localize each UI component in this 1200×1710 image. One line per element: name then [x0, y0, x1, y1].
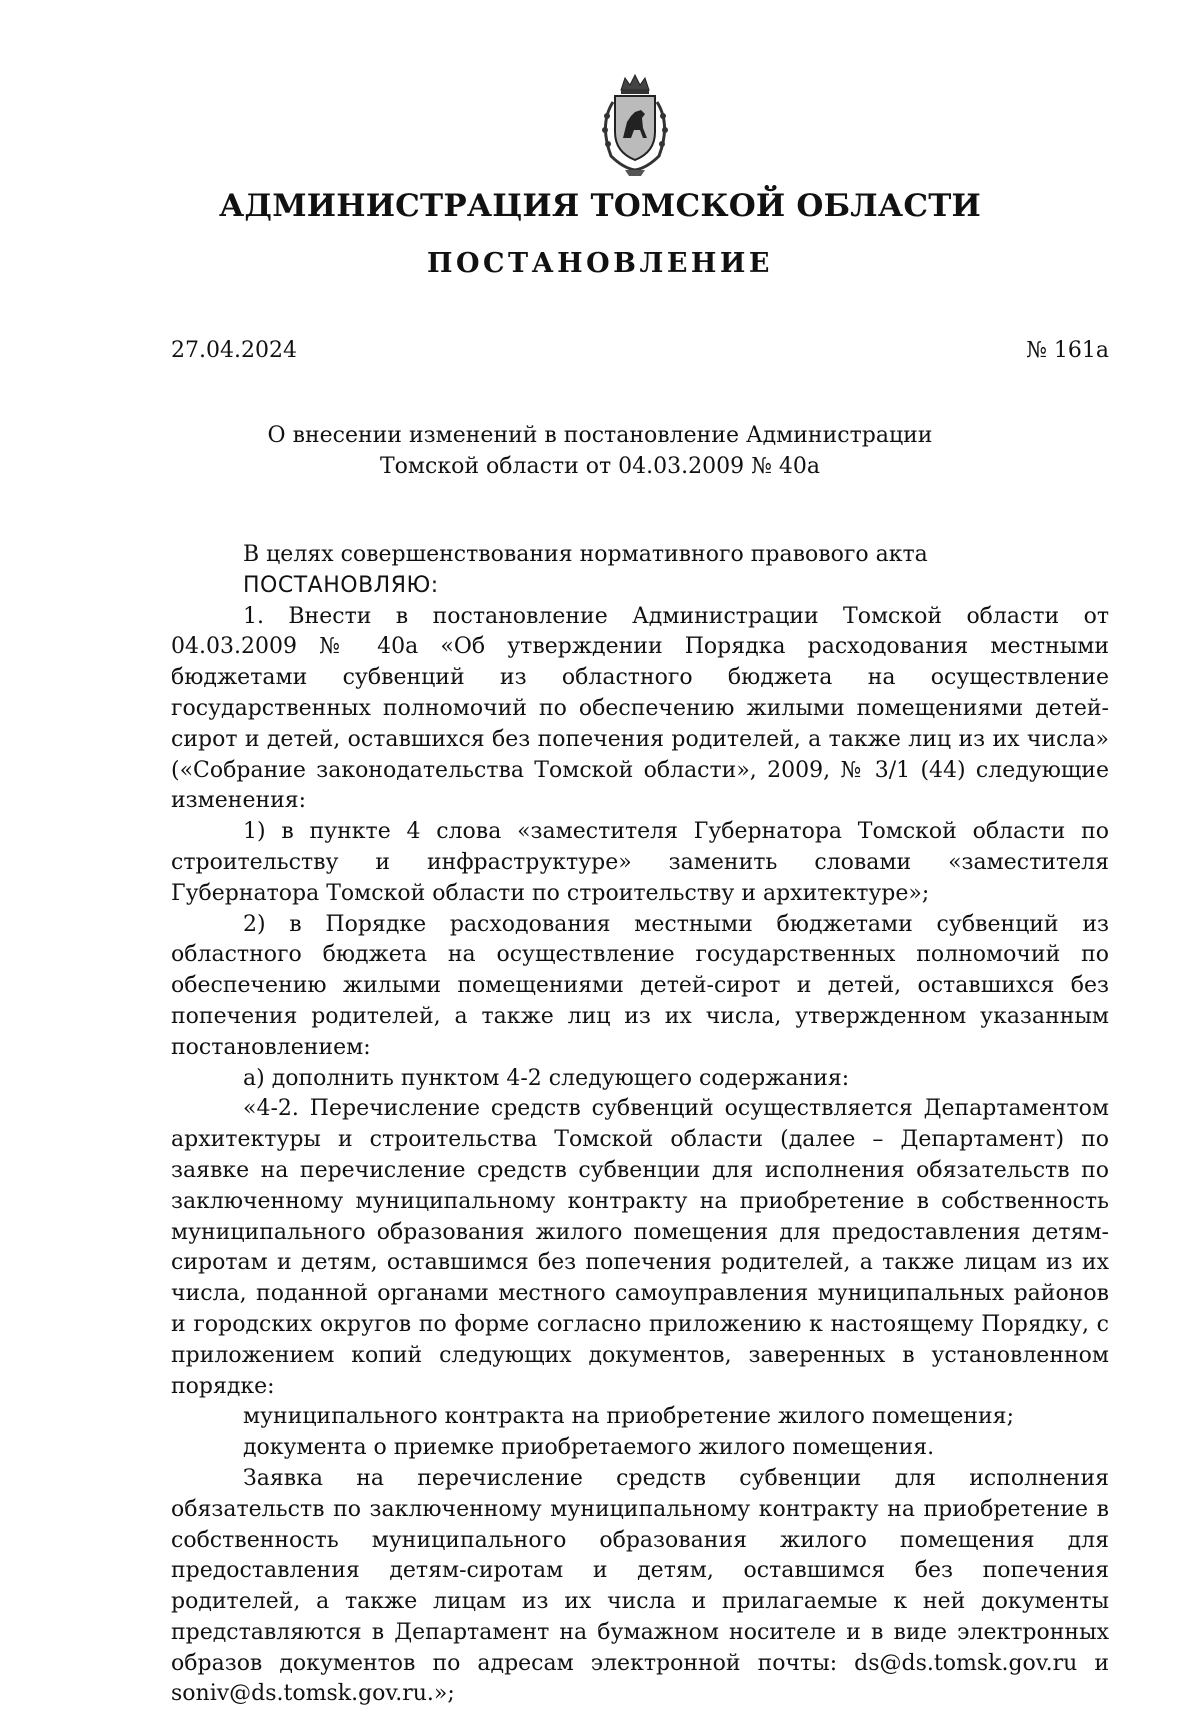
body-paragraph: документа о приемке приобретаемого жилого помещения.	[243, 1435, 935, 1461]
document-date: 27.04.2024	[171, 338, 297, 363]
body-paragraph: 1. Внести в постановление Администрации Томской области от 04.03.2009 № 40а «Об утверждении Порядка расходования местными бюджетами субвенций из областного бюджета на осуществление государственных полномочий по обеспечению жилыми помещениями детей-сирот и детей, оставшихся без попечения родителей, а также лиц из их числа» («Собрание законодательства Томской области», 2009, № 3/1 (44) следующие изменения:	[171, 603, 1109, 814]
preamble: В целях совершенствования нормативного правового акта	[243, 542, 928, 567]
body-paragraph: муниципального контракта на приобретение жилого помещения;	[243, 1404, 1014, 1430]
coat-of-arms-icon	[585, 72, 685, 182]
body-paragraph: «4-2. Перечисление средств субвенций осуществляется Департаментом архитектуры и строительства Томской области (далее – Департамент) по заявке на перечисление средств субвенции для исполнения обязательств по заключенному муниципальному контракту на приобретение в собственность муниципального образования жилого помещения для предоставления детям-сиротам и детям, оставшимся без попечения родителей, а также лицам из их числа, поданной органами местного самоуправления муниципальных районов и городских округов по форме согласно приложению к настоящему Порядку, с приложением копий следующих документов, заверенных в установленном порядке:	[171, 1096, 1109, 1399]
organization-name: АДМИНИСТРАЦИЯ ТОМСКОЙ ОБЛАСТИ	[218, 188, 981, 224]
document-type: ПОСТАНОВЛЕНИЕ	[427, 248, 773, 279]
document-title	[0, 420, 1200, 482]
body-paragraph: 2) в Порядке расходования местными бюджетами субвенций из областного бюджета на осуществление государственных полномочий по обеспечению жилыми помещениями детей-сирот и детей, оставшихся без попечения родителей, а также лиц из их числа, утвержденном указанным постановлением:	[171, 911, 1109, 1060]
resolve-heading: ПОСТАНОВЛЯЮ:	[243, 572, 439, 598]
body-paragraph: Заявка на перечисление средств субвенции для исполнения обязательств по заключенному муниципальному контракту на приобретение в собственность муниципального образования жилого помещения для предоставления детям-сиротам и детям, оставшимся без попечения родителей, а также лицам из их числа и прилагаемые к ней документы представляются в Департамент на бумажном носителе и в виде электронных образов документов по адресам электронной почты: ds@ds.tomsk.gov.ru и soniv@ds.tomsk.gov.ru.»;	[171, 1465, 1109, 1707]
body-paragraph: 1) в пункте 4 слова «заместителя Губернатора Томской области по строительству и инфраструктуре» заменить словами «заместителя Губернатора Томской области по строительству и архитектуре»;	[171, 819, 1109, 906]
document-title-line: О внесении изменений в постановление Администрации	[267, 423, 933, 448]
document-title-line: Томской области от 04.03.2009 № 40а	[379, 454, 821, 479]
document-number: № 161а	[1026, 338, 1109, 363]
document-body	[171, 540, 1109, 1710]
body-paragraph: а) дополнить пунктом 4-2 следующего содержания:	[243, 1065, 850, 1091]
